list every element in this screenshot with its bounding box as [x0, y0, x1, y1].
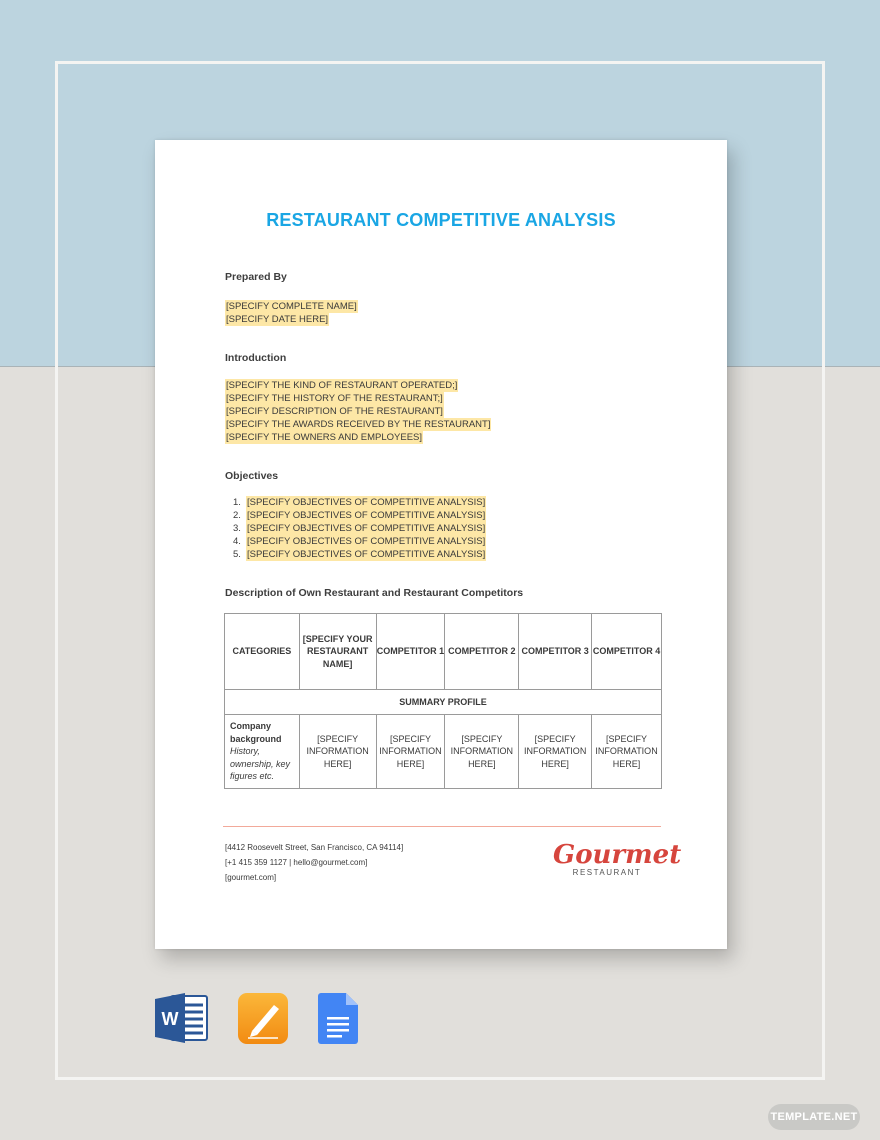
gourmet-logo	[553, 840, 682, 877]
document-title: RESTAURANT COMPETITIVE ANALYSIS	[266, 210, 616, 230]
introduction-heading: Introduction	[225, 352, 287, 364]
header-cell: COMPETITOR 2	[445, 614, 519, 690]
competitor-table	[224, 613, 662, 789]
footer-contact	[225, 840, 403, 885]
list-item	[233, 548, 486, 561]
prepared-by-fields	[225, 300, 358, 326]
category-cell	[225, 715, 300, 789]
intro-line: [SPECIFY THE AWARDS RECEIVED BY THE RESTAURANT]	[226, 419, 491, 430]
header-cell: [SPECIFY YOUR RESTAURANT NAME]	[299, 614, 376, 690]
list-number: 3.	[233, 523, 241, 534]
table-cell: [SPECIFY INFORMATION HERE]	[299, 715, 376, 789]
footer-divider	[223, 826, 661, 827]
table-row	[225, 715, 662, 789]
pages-icon[interactable]	[238, 993, 288, 1044]
list-number: 2.	[233, 510, 241, 521]
logo-wordmark: Gourmet	[553, 840, 682, 870]
list-item	[233, 522, 486, 535]
footer-phone-email: [+1 415 359 1127 | hello@gourmet.com]	[225, 858, 368, 867]
objective-text: [SPECIFY OBJECTIVES OF COMPETITIVE ANALYSIS]	[247, 510, 486, 521]
list-item	[233, 535, 486, 548]
intro-line: [SPECIFY DESCRIPTION OF THE RESTAURANT]	[226, 406, 443, 417]
list-number: 4.	[233, 536, 241, 547]
category-title: Company background	[230, 721, 282, 744]
list-number: 1.	[233, 497, 241, 508]
header-cell: COMPETITOR 1	[376, 614, 445, 690]
table-row	[225, 690, 662, 715]
header-cell: COMPETITOR 4	[592, 614, 662, 690]
date-placeholder: [SPECIFY DATE HERE]	[226, 314, 329, 325]
list-number: 5.	[233, 549, 241, 560]
name-placeholder: [SPECIFY COMPLETE NAME]	[226, 301, 357, 312]
header-cell: CATEGORIES	[225, 614, 300, 690]
table-header-row	[225, 614, 662, 690]
header-cell: COMPETITOR 3	[519, 614, 592, 690]
objective-text: [SPECIFY OBJECTIVES OF COMPETITIVE ANALYSIS]	[247, 536, 486, 547]
category-description: History, ownership, key figures etc.	[230, 746, 291, 782]
document-page	[155, 140, 727, 949]
footer-website: [gourmet.com]	[225, 873, 277, 882]
objectives-heading: Objectives	[225, 470, 279, 482]
table-cell: [SPECIFY INFORMATION HERE]	[445, 715, 519, 789]
footer-address: [4412 Roosevelt Street, San Francisco, CA 94114]	[225, 843, 404, 852]
word-icon[interactable]	[155, 993, 209, 1043]
intro-line: [SPECIFY THE KIND OF RESTAURANT OPERATED;]	[226, 380, 458, 391]
intro-line: [SPECIFY THE HISTORY OF THE RESTAURANT;]	[226, 393, 443, 404]
google-docs-icon[interactable]	[318, 993, 358, 1044]
list-item	[233, 509, 486, 522]
objectives-list	[233, 496, 486, 561]
list-item	[233, 496, 486, 509]
objective-text: [SPECIFY OBJECTIVES OF COMPETITIVE ANALYSIS]	[247, 549, 486, 560]
objective-text: [SPECIFY OBJECTIVES OF COMPETITIVE ANALYSIS]	[247, 523, 486, 534]
introduction-fields	[225, 379, 491, 444]
summary-profile-cell: SUMMARY PROFILE	[225, 690, 662, 715]
word-letter: W	[161, 1009, 179, 1029]
logo-subtitle: RESTAURANT	[572, 868, 642, 877]
table-cell: [SPECIFY INFORMATION HERE]	[592, 715, 662, 789]
table-heading: Description of Own Restaurant and Restaurant Competitors	[225, 587, 524, 599]
table-cell: [SPECIFY INFORMATION HERE]	[376, 715, 445, 789]
prepared-by-heading: Prepared By	[225, 271, 287, 283]
template-net-badge[interactable]: TEMPLATE.NET	[768, 1104, 860, 1130]
objective-text: [SPECIFY OBJECTIVES OF COMPETITIVE ANALYSIS]	[247, 497, 486, 508]
intro-line: [SPECIFY THE OWNERS AND EMPLOYEES]	[226, 432, 423, 443]
table-cell: [SPECIFY INFORMATION HERE]	[519, 715, 592, 789]
